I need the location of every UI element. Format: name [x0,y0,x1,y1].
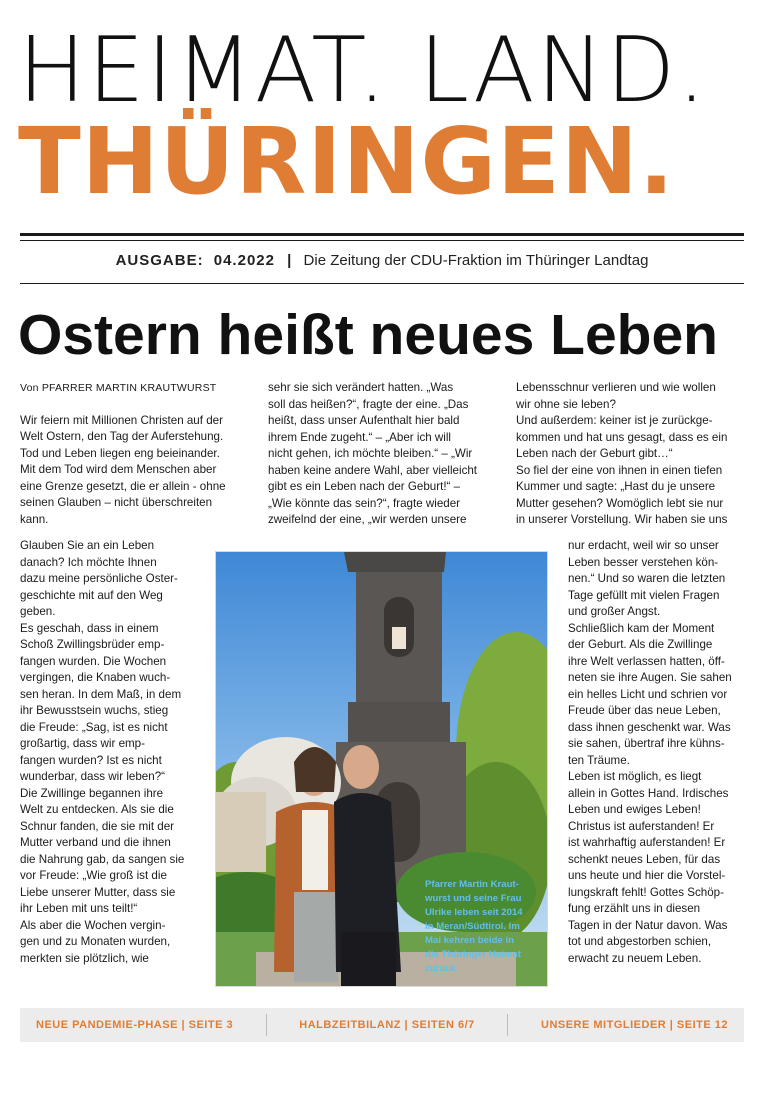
text-line: Die Zwillinge begannen ihre [20,786,164,800]
text-line: allein in Gottes Hand. Irdisches [568,786,729,800]
text-line: So fiel der eine von ihnen in einen tiefen [516,463,723,477]
text-line: Liebe unserer Mutter, dass sie [20,885,176,899]
text-line: sen heran. In dem Maß, in dem [20,687,182,701]
text-line: Mai kehren beide in [425,935,515,946]
text-line: zurück. [425,963,459,974]
text-line: Tagen in der Natur davon. Was [568,918,728,932]
text-line: vergingen, die Knaben wuch- [20,671,171,684]
text-line: fangen wurden? Ist es nicht [20,753,162,767]
text-line: ein helles Licht und schrien vor [568,687,728,701]
text-line: ihrem Ende zugeht.“ – „Aber ich will [268,430,452,444]
text-line: kann. [20,512,49,526]
text-line: vor Freude: „Wie groß ist die [20,869,167,882]
text-line: schenkt neues Leben, für das [568,852,721,866]
text-line: in unserer Vorstellung. Wir haben sie uns [516,513,728,526]
text-line: Schoß Zwillingsbrüder emp- [20,638,165,651]
footer-divider [266,1014,267,1036]
article-column-1 [20,380,252,528]
text-line: ihre Welt verlassen hatten, öff- [568,654,725,668]
text-line: gibt es ein Leben nach der Geburt!“ – [268,480,461,493]
text-line: Leben und ewiges Leben! [568,803,701,816]
article-headline: Ostern heißt neues Leben [18,303,718,367]
text-line: ist wahrhaftig auferstanden! Er [568,836,726,849]
text-line: Und außerdem: keiner ist je zurückge- [516,414,713,427]
text-line: Welt zu entdecken. Als sie die [20,803,174,816]
issue-rule-bottom [20,283,744,284]
text-line: soll das heißen?“, fragte der eine. „Das [268,397,469,411]
text-line: ihr Bewusstsein wuchs, stieg [20,704,169,717]
text-line: Mit dem Tod wird dem Menschen aber [20,463,217,476]
text-line: eine Grenze gesetzt, die er allein - ohne [20,479,226,493]
text-line: Wir feiern mit Millionen Christen auf der [20,413,223,427]
text-line: gen und zu Monaten wurden, [20,935,171,948]
text-line: die Freude: „Sag, ist es nicht [20,720,168,734]
text-line: wir ohne sie leben? [516,397,616,411]
column-1-intro [20,413,252,529]
article-column-3 [516,380,748,529]
text-line: dazu meine persönliche Oster- [20,572,178,585]
text-line: Lebensschnur verlieren und wie wollen [516,381,716,394]
text-line: Es geschah, dass in einem [20,621,159,635]
text-line: fangen wurden. Die Wochen [20,654,167,668]
text-line: Glauben Sie an ein Leben [20,539,155,552]
text-line: „Wie könnte das sein?“, fragte wieder [268,496,461,510]
text-line: sehr sie sich verändert hatten. „Was [268,381,454,394]
text-line: uns heute und hier die Vorstel- [568,869,726,882]
text-line: seinen Glauben – nicht überschreiten [20,496,213,509]
text-line: geschichte mit auf den Weg [20,588,163,602]
masthead-rule-top-thin [20,240,744,241]
text-line: heißt, dass unser Aufenthalt hier bald [268,414,460,427]
text-line: der Geburt. Als die Zwillinge [568,638,713,651]
text-line: geben. [20,605,56,618]
text-line: tot und abgestorben schien, [568,935,712,948]
issue-number: 04.2022 [213,252,275,269]
issue-line [20,251,744,271]
text-line: ihr Leben mit uns teilt!“ [20,902,138,915]
footer-bar [20,1008,744,1042]
masthead-title-line1: HEIMAT. LAND. [18,18,708,123]
photo-caption [425,878,547,976]
text-line: nur erdacht, weil wir so unser [568,539,719,552]
masthead-title-line2: THÜRINGEN. [18,108,675,215]
text-line: und großer Angst. [568,605,661,618]
issue-tagline: Die Zeitung der CDU-Fraktion im Thüringer Landtag [303,252,649,269]
text-line: Tod und Leben liegen eng beieinander. [20,446,220,460]
text-line: Tage gefüllt mit vielen Fragen [568,588,720,602]
article-column-2 [268,380,500,529]
text-line: Freude über das neue Leben, [568,704,721,717]
text-line: Welt Ostern, den Tag der Auferstehung. [20,430,224,443]
text-line: dass ihnen geschenkt war. Was [568,720,731,734]
text-line: wurst und seine Frau [425,893,522,904]
article-column-1-narrow [20,538,210,967]
text-line: kommen und hat uns gesagt, dass es ein [516,430,728,444]
text-line: in Meran/Südtirol. Im [425,921,520,932]
text-line: lungskraft fehlt! Gottes Schöp- [568,885,724,899]
issue-label: AUSGABE: [115,252,204,269]
text-line: haben keine andere Wahl, aber vielleicht [268,463,478,477]
text-line: ten Träume. [568,753,630,767]
text-line: wunderbar, dass wir leben?“ [20,770,166,783]
article-byline: Von PFARRER MARTIN KRAUTWURST [20,382,217,394]
text-line: Pfarrer Martin Kraut- [425,879,519,890]
text-line: merkten sie plötzlich, wie [20,951,149,965]
text-line: Leben ist möglich, es liegt [568,770,702,783]
text-line: Schließlich kam der Moment [568,621,715,635]
text-line: Ulrike leben seit 2014 [425,907,523,918]
text-line: sie sahen, übertraf ihre kühns- [568,737,725,750]
text-line: Mutter verband und die ihnen [20,836,171,849]
article-column-3-narrow [568,538,748,967]
masthead-rule-top [20,233,744,236]
text-line: Christus ist auferstanden! Er [568,819,715,833]
text-line: Als aber die Wochen vergin- [20,918,166,932]
text-line: nen.“ Und so waren die letzten [568,572,726,585]
text-line: zweifelnd der eine, „wir werden unsere [268,513,467,526]
text-line: Leben nach der Geburt gibt…“ [516,447,673,460]
footer-divider [507,1014,508,1036]
text-line: erwacht zu neuem Leben. [568,951,702,965]
footer-link-mitglieder[interactable]: UNSERE MITGLIEDER | SEITE 12 [541,1019,728,1031]
issue-separator: | [287,252,292,269]
text-line: die Nahrung gab, da sangen sie [20,852,185,866]
text-line: neten sie ihre Augen. Sie sahen [568,671,732,684]
text-line: großartig, dass wir emp- [20,737,145,750]
text-line: Leben besser verstehen kön- [568,555,719,569]
text-line: fung erzählt uns in diesen [568,902,701,915]
footer-link-pandemie[interactable]: NEUE PANDEMIE-PHASE | SEITE 3 [36,1019,234,1031]
text-line: die Thüringer Heimat [425,949,521,960]
footer-link-halbzeitbilanz[interactable]: HALBZEITBILANZ | SEITEN 6/7 [299,1019,475,1031]
text-line: Mutter gesehen? Womöglich lebt sie nur [516,496,724,510]
text-line: Schnur fanden, die sie mit der [20,819,175,833]
text-line: Kummer und sagte: „Hast du je unsere [516,480,716,493]
text-line: danach? Ich möchte Ihnen [20,555,157,569]
text-line: nicht gehen, ich möchte bleiben.“ – „Wir [268,447,473,460]
